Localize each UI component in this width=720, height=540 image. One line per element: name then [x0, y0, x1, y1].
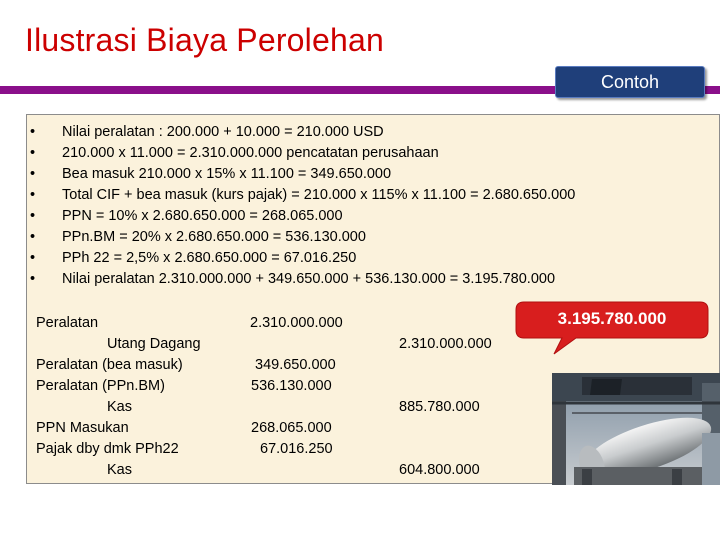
bullet-icon: • — [30, 250, 36, 266]
bullet-icon: • — [30, 229, 36, 245]
bullet-icon: • — [30, 208, 36, 224]
journal-credit: 604.800.000 — [399, 462, 480, 478]
journal-account: Kas — [107, 462, 132, 478]
journal-account: Kas — [107, 399, 132, 415]
bullet-text: PPn.BM = 20% x 2.680.650.000 = 536.130.000 — [62, 229, 366, 245]
bullet-text: 210.000 x 11.000 = 2.310.000.000 pencatatan perusahaan — [62, 145, 439, 161]
journal-credit: 2.310.000.000 — [399, 336, 492, 352]
journal-account: Peralatan (PPn.BM) — [36, 378, 165, 394]
bullet-icon: • — [30, 166, 36, 182]
journal-credit: 885.780.000 — [399, 399, 480, 415]
callout-value: 3.195.780.000 — [557, 309, 667, 328]
journal-account: Utang Dagang — [107, 336, 201, 352]
bullet-text: Total CIF + bea masuk (kurs pajak) = 210.000 x 115% x 11.100 = 2.680.650.000 — [62, 187, 576, 203]
journal-account: Peralatan (bea masuk) — [36, 357, 183, 373]
journal-account: Pajak dby dmk PPh22 — [36, 441, 179, 457]
journal-debit: 536.130.000 — [251, 378, 332, 394]
slide-title: Ilustrasi Biaya Perolehan — [25, 22, 384, 58]
bullet-text: Nilai peralatan 2.310.000.000 + 349.650.000 + 536.130.000 = 3.195.780.000 — [62, 271, 556, 287]
journal-debit: 2.310.000.000 — [250, 315, 343, 331]
bullet-text: PPh 22 = 2,5% x 2.680.650.000 = 67.016.250 — [62, 250, 357, 266]
bullet-icon: • — [30, 187, 36, 203]
bullet-text: Bea masuk 210.000 x 15% x 11.100 = 349.650.000 — [62, 166, 392, 182]
bullet-icon: • — [30, 271, 36, 287]
journal-debit: 349.650.000 — [255, 357, 336, 373]
shipyard-tank-photo — [552, 373, 720, 485]
journal-account: Peralatan — [36, 315, 99, 331]
example-badge: Contoh — [555, 66, 705, 98]
bullet-icon: • — [30, 145, 36, 161]
journal-account: PPN Masukan — [36, 420, 129, 436]
bullet-text: PPN = 10% x 2.680.650.000 = 268.065.000 — [62, 208, 343, 224]
total-callout — [514, 300, 710, 340]
bullet-icon: • — [30, 124, 36, 140]
journal-debit: 67.016.250 — [260, 441, 333, 457]
journal-debit: 268.065.000 — [251, 420, 332, 436]
bullet-text: Nilai peralatan : 200.000 + 10.000 = 210.000 USD — [62, 124, 384, 140]
